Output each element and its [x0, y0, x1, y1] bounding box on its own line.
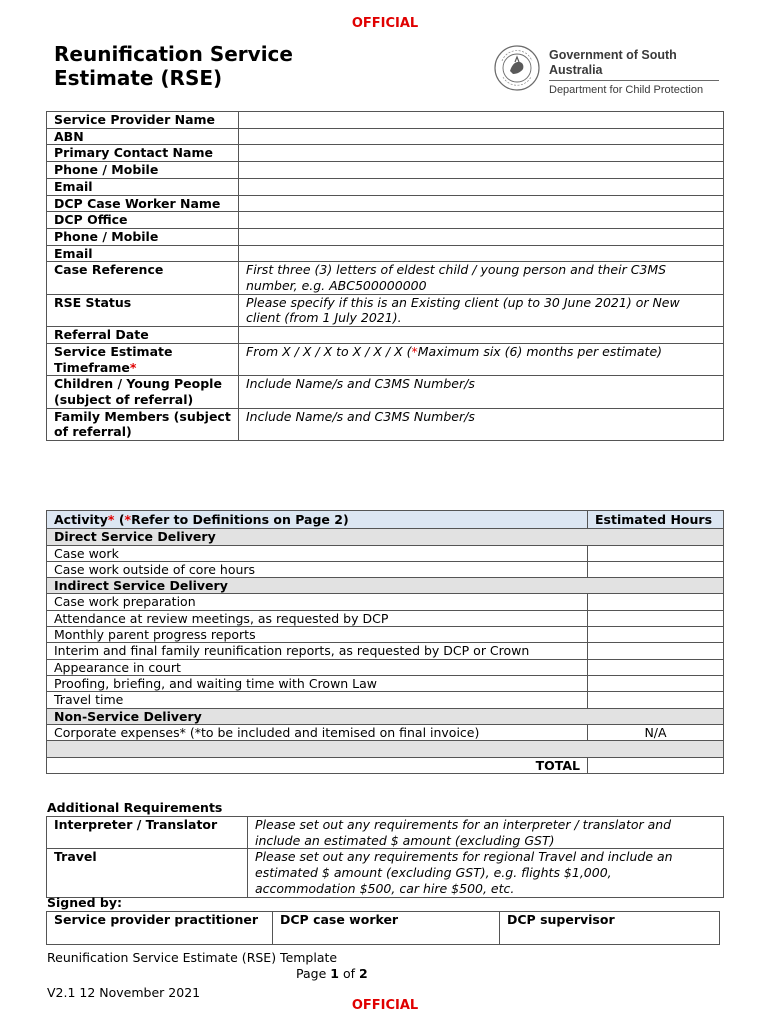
additional-requirements-title: Additional Requirements [47, 800, 223, 815]
table-row [47, 294, 724, 326]
table-row [47, 343, 724, 375]
referral-date-field[interactable] [239, 327, 724, 344]
table-row [47, 724, 724, 740]
activity-case-prep: Case work preparation [47, 594, 588, 610]
table-row [47, 128, 724, 145]
timeframe-hint-a: From X / X / X to X / X / X ( [246, 343, 412, 359]
page-title [54, 42, 293, 90]
table-row [47, 212, 724, 229]
table-row [47, 112, 724, 129]
hours-case-work-outside[interactable] [588, 561, 724, 577]
classification-header: OFFICIAL [351, 16, 419, 31]
activity-header-row [47, 511, 724, 529]
hours-parent-reports[interactable] [588, 627, 724, 643]
interpreter-field[interactable]: Please set out any requirements for an interpreter / translator and include an estimated $ amount (excluding GST) [248, 817, 724, 849]
table-row [47, 594, 724, 610]
table-row [47, 178, 724, 195]
table-row [47, 195, 724, 212]
case-reference-label: Case Reference [47, 262, 239, 294]
table-row [47, 643, 724, 659]
required-asterisk: * [124, 512, 132, 527]
non-service-section: Non-Service Delivery [47, 708, 724, 724]
hours-final-reports[interactable] [588, 643, 724, 659]
total-label: TOTAL [47, 758, 588, 774]
activity-header-refer: Refer to Definitions on Page 2) [131, 512, 349, 527]
logo-divider [549, 80, 719, 81]
page-word: Page [296, 966, 327, 981]
footer-version: V2.1 12 November 2021 [47, 985, 201, 1000]
table-row [47, 162, 724, 179]
interpreter-label: Interpreter / Translator [47, 817, 248, 849]
table-row [47, 849, 724, 897]
rse-status-label: RSE Status [47, 294, 239, 326]
signatures-table [46, 911, 720, 945]
abn-field[interactable] [239, 128, 724, 145]
rse-status-field[interactable]: Please specify if this is an Existing client (up to 30 June 2021) or New client (from 1 July 2021). [239, 294, 724, 326]
dcp-office-label: DCP Office [47, 212, 239, 229]
activity-proofing: Proofing, briefing, and waiting time with Crown Law [47, 675, 588, 691]
direct-section: Direct Service Delivery [47, 529, 724, 545]
hours-header: Estimated Hours [588, 511, 724, 529]
children-label: Children / Young People (subject of referral) [47, 376, 239, 408]
required-asterisk: * [411, 343, 418, 359]
required-asterisk: * [107, 512, 115, 527]
hours-case-prep[interactable] [588, 594, 724, 610]
timeframe-hint-b: Maximum six (6) months per estimate) [417, 343, 663, 359]
table-row [47, 561, 724, 577]
table-row [47, 692, 724, 708]
table-row [47, 408, 724, 440]
section-row [47, 578, 724, 594]
activity-travel-time: Travel time [47, 692, 588, 708]
table-row [47, 262, 724, 294]
timeframe-label-text: Service Estimate Timeframe [54, 343, 173, 375]
case-worker-label: DCP Case Worker Name [47, 195, 239, 212]
section-row [47, 529, 724, 545]
family-field[interactable]: Include Name/s and C3MS Number/s [239, 408, 724, 440]
provider-info-table [46, 111, 724, 441]
table-row [47, 327, 724, 344]
logo-department: Department for Child Protection [549, 84, 704, 96]
hours-corporate: N/A [588, 724, 724, 740]
primary-contact-label: Primary Contact Name [47, 145, 239, 162]
page-title-line2: Estimate (RSE) [54, 66, 223, 90]
table-row [47, 228, 724, 245]
table-row [47, 627, 724, 643]
activity-final-reports: Interim and final family reunification reports, as requested by DCP or Crown [47, 643, 588, 659]
table-row [47, 659, 724, 675]
activity-case-work-outside: Case work outside of core hours [47, 561, 588, 577]
activity-case-work: Case work [47, 545, 588, 561]
activity-court: Appearance in court [47, 659, 588, 675]
family-label: Family Members (subject of referral) [47, 408, 239, 440]
of-word: of [342, 966, 355, 981]
total-row [47, 758, 724, 774]
activity-header [47, 511, 588, 529]
spacer-cell [47, 741, 724, 758]
activity-table [46, 510, 724, 774]
service-provider-label: Service Provider Name [47, 112, 239, 129]
case-worker-field[interactable] [239, 195, 724, 212]
hours-travel-time[interactable] [588, 692, 724, 708]
table-row [47, 545, 724, 561]
hours-case-work[interactable] [588, 545, 724, 561]
service-provider-field[interactable] [239, 112, 724, 129]
additional-requirements-table [46, 816, 724, 898]
phone-label: Phone / Mobile [47, 162, 239, 179]
practitioner-signature[interactable]: Service provider practitioner [47, 912, 273, 945]
indirect-section: Indirect Service Delivery [47, 578, 724, 594]
hours-proofing[interactable] [588, 675, 724, 691]
section-row [47, 708, 724, 724]
table-row [47, 912, 720, 945]
children-field[interactable]: Include Name/s and C3MS Number/s [239, 376, 724, 408]
activity-header-label: Activity [54, 512, 108, 527]
table-row [47, 610, 724, 626]
table-row [47, 817, 724, 849]
classification-footer: OFFICIAL [351, 998, 419, 1013]
case-worker-signature[interactable]: DCP case worker [273, 912, 500, 945]
dcp-email-label: Email [47, 245, 239, 262]
table-row [47, 376, 724, 408]
dcp-email-field[interactable] [239, 245, 724, 262]
abn-label: ABN [47, 128, 239, 145]
spacer-row [47, 741, 724, 758]
table-row [47, 675, 724, 691]
case-reference-field[interactable]: First three (3) letters of eldest child / young person and their C3MS number, e.g. ABC500000000 [239, 262, 724, 294]
signed-by-title: Signed by: [47, 895, 123, 910]
timeframe-label [47, 343, 239, 375]
hours-review-meetings[interactable] [588, 610, 724, 626]
footer-template-name: Reunification Service Estimate (RSE) Template [47, 950, 338, 965]
activity-parent-reports: Monthly parent progress reports [47, 627, 588, 643]
table-row [47, 245, 724, 262]
total-hours-field[interactable] [588, 758, 724, 774]
activity-review-meetings: Attendance at review meetings, as requested by DCP [47, 610, 588, 626]
hours-court[interactable] [588, 659, 724, 675]
page-title-line1: Reunification Service [54, 42, 293, 66]
activity-corporate: Corporate expenses* (*to be included and itemised on final invoice) [47, 724, 588, 740]
page-total: 2 [358, 966, 368, 981]
footer-page-number [296, 966, 368, 982]
dcp-phone-label: Phone / Mobile [47, 228, 239, 245]
page-current: 1 [330, 966, 339, 981]
phone-field[interactable] [239, 162, 724, 179]
travel-label: Travel [47, 849, 248, 897]
required-asterisk: * [129, 359, 137, 375]
primary-contact-field[interactable] [239, 145, 724, 162]
email-field[interactable] [239, 178, 724, 195]
dcp-phone-field[interactable] [239, 228, 724, 245]
piping-shrike-seal-icon [493, 44, 543, 92]
government-logo [493, 44, 733, 96]
travel-field[interactable]: Please set out any requirements for regional Travel and include an estimated $ amount (excluding GST), e.g. flights $1,000, accommodation $500, car hire $500, etc. [248, 849, 724, 897]
referral-date-label: Referral Date [47, 327, 239, 344]
email-label: Email [47, 178, 239, 195]
timeframe-field[interactable] [239, 343, 724, 375]
logo-government: Government of South Australia [549, 48, 677, 77]
table-row [47, 145, 724, 162]
activity-header-open: ( [118, 512, 125, 527]
dcp-office-field[interactable] [239, 212, 724, 229]
supervisor-signature[interactable]: DCP supervisor [500, 912, 720, 945]
